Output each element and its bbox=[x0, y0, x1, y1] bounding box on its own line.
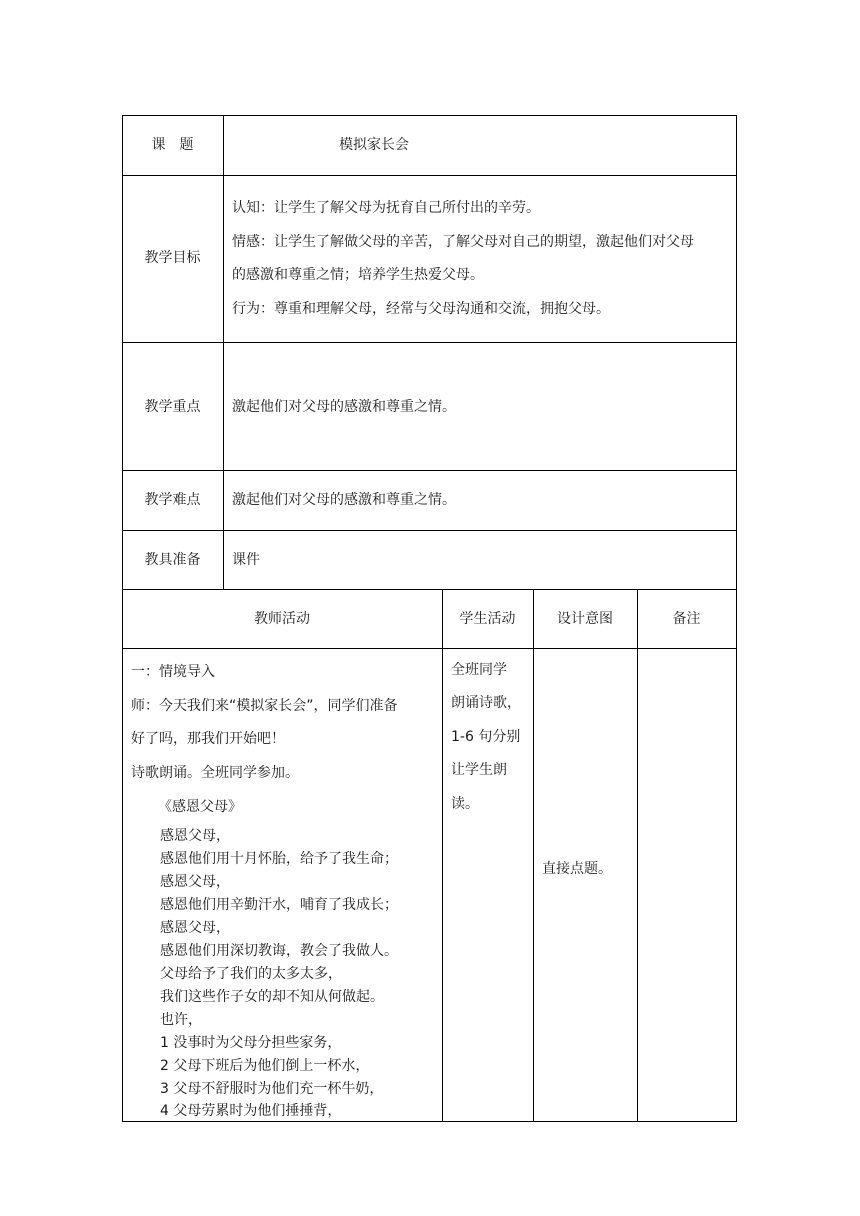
row-divider bbox=[122, 342, 737, 343]
label-column-divider bbox=[223, 115, 224, 590]
poem-line: 感恩他们用十月怀胎，给予了我生命； bbox=[160, 851, 398, 867]
materials-value: 课件 bbox=[232, 552, 260, 568]
poem-line: 感恩父母， bbox=[160, 874, 230, 890]
column-header-student: 学生活动 bbox=[459, 611, 516, 627]
column-header-teacher: 教师活动 bbox=[254, 611, 310, 627]
column-divider bbox=[533, 589, 534, 1122]
topic-label: 课 题 bbox=[151, 137, 194, 153]
column-divider bbox=[637, 589, 638, 1122]
poem-line: 感恩父母， bbox=[160, 828, 230, 844]
poem-line: 3 父母不舒服时为他们充一杯牛奶， bbox=[160, 1081, 384, 1097]
poem-line: 2 父母下班后为他们倒上一杯水， bbox=[160, 1058, 370, 1074]
student-activity-line: 全班同学 bbox=[451, 662, 507, 678]
objective-line: 情感：让学生了解做父母的辛苦，了解父母对自己的期望，激起他们对父母 bbox=[232, 234, 694, 250]
row-divider bbox=[122, 470, 737, 471]
row-divider bbox=[122, 589, 737, 590]
teacher-intro-line: 诗歌朗诵。全班同学参加。 bbox=[131, 765, 299, 781]
student-activity-line: 1-6 句分别 bbox=[451, 729, 521, 745]
poem-line: 感恩父母， bbox=[160, 920, 230, 936]
table-border-right bbox=[736, 115, 737, 1122]
materials-label: 教具准备 bbox=[144, 552, 201, 568]
column-header-design: 设计意图 bbox=[557, 611, 613, 627]
key-point-value: 激起他们对父母的感激和尊重之情。 bbox=[232, 399, 456, 415]
poem-line: 我们这些作子女的却不知从何做起。 bbox=[160, 989, 384, 1005]
student-activity-line: 读。 bbox=[451, 796, 479, 812]
objective-line: 认知：让学生了解父母为抚育自己所付出的辛劳。 bbox=[232, 200, 540, 216]
poem-line: 感恩他们用深切教诲，教会了我做人。 bbox=[160, 943, 398, 959]
column-header-notes: 备注 bbox=[672, 611, 701, 627]
row-divider bbox=[122, 648, 737, 649]
difficulty-label: 教学难点 bbox=[144, 492, 201, 508]
key-point-label: 教学重点 bbox=[144, 399, 201, 415]
table-border-bottom bbox=[122, 1121, 737, 1122]
teacher-intro-line: 师：今天我们来“模拟家长会”，同学们准备 bbox=[131, 698, 398, 714]
student-activity-line: 朗诵诗歌， bbox=[451, 695, 521, 711]
difficulty-value: 激起他们对父母的感激和尊重之情。 bbox=[232, 492, 456, 508]
student-activity-line: 让学生朗 bbox=[451, 762, 507, 778]
poem-line: 4 父母劳累时为他们捶捶背， bbox=[160, 1103, 342, 1119]
table-border-top bbox=[122, 115, 737, 116]
design-intent-value: 直接点题。 bbox=[542, 861, 612, 877]
row-divider bbox=[122, 175, 737, 176]
row-divider bbox=[122, 530, 737, 531]
teacher-intro-line: 一：情境导入 bbox=[131, 664, 215, 680]
objectives-label: 教学目标 bbox=[144, 250, 201, 266]
poem-line: 父母给予了我们的太多太多， bbox=[160, 966, 342, 982]
teacher-intro-line: 好了吗，那我们开始吧！ bbox=[131, 731, 285, 747]
poem-line: 感恩他们用辛勤汗水，哺育了我成长； bbox=[160, 897, 398, 913]
topic-value: 模拟家长会 bbox=[339, 137, 409, 153]
objective-line: 的感激和尊重之情；培养学生热爱父母。 bbox=[232, 267, 484, 283]
column-divider bbox=[442, 589, 443, 1122]
poem-title: 《感恩父母》 bbox=[158, 799, 242, 815]
poem-line: 也许， bbox=[160, 1012, 202, 1028]
poem-line: 1 没事时为父母分担些家务， bbox=[160, 1035, 342, 1051]
objective-line: 行为：尊重和理解父母，经常与父母沟通和交流，拥抱父母。 bbox=[232, 301, 610, 317]
